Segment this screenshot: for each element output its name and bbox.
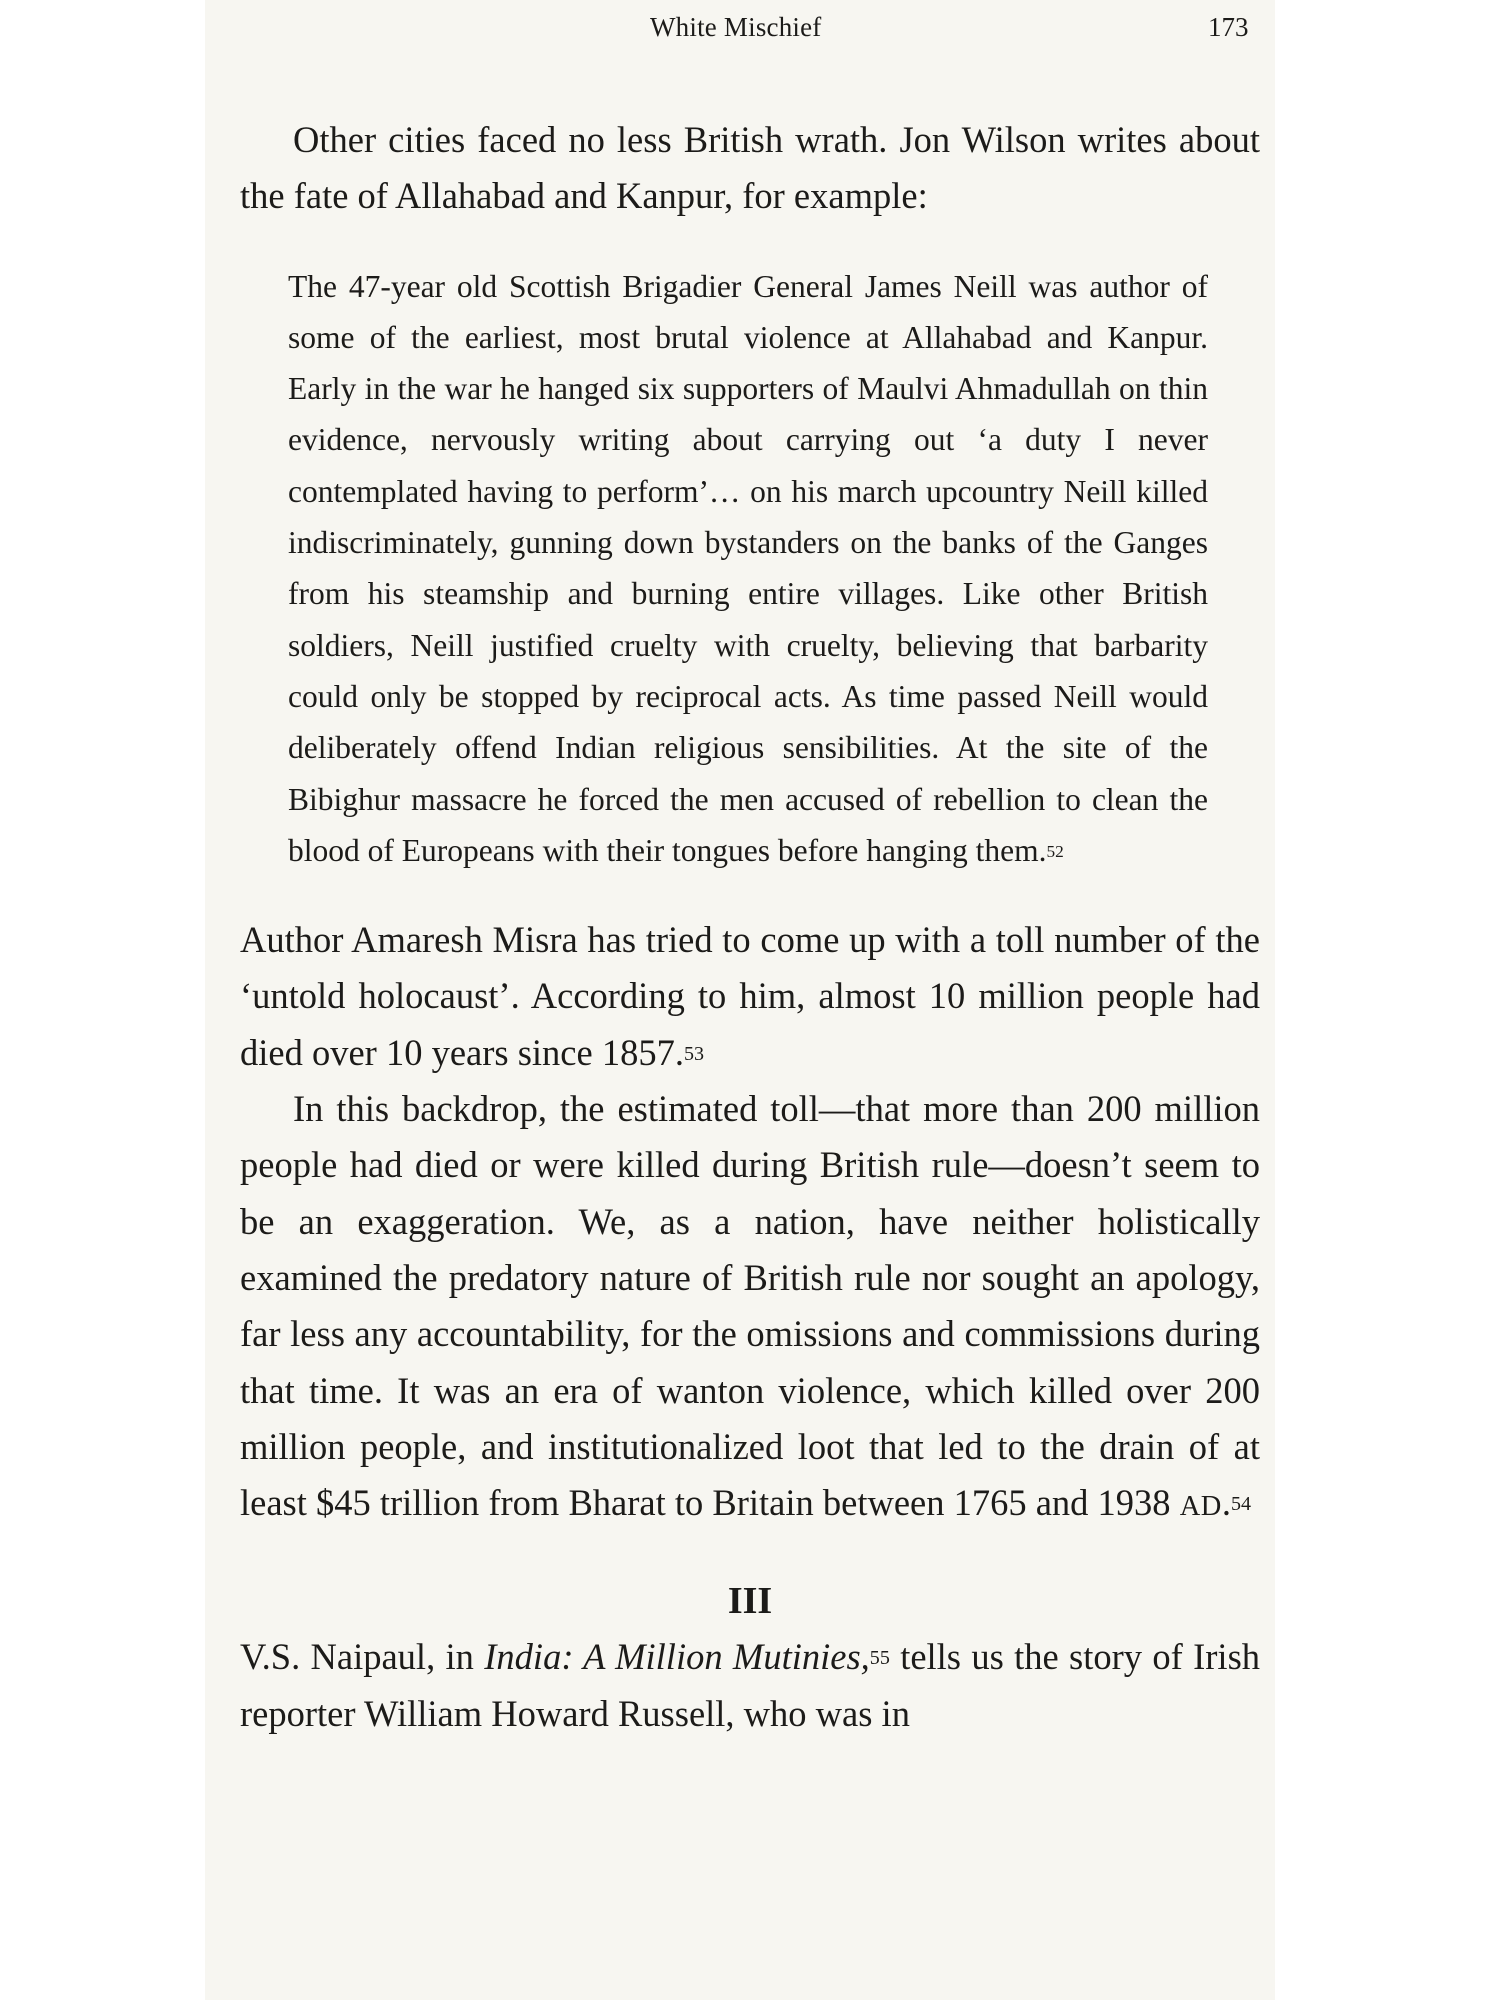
block-quote	[288, 261, 1208, 877]
footnote-ref: 52	[1046, 841, 1064, 861]
paragraph	[240, 1081, 1260, 1535]
book-title: India: A Million Mutinies,	[484, 1636, 870, 1678]
section-spacer	[240, 1535, 1260, 1573]
era-abbreviation: AD	[1179, 1491, 1222, 1523]
footnote-ref: 54	[1230, 1493, 1251, 1516]
paragraph-text: In this backdrop, the estimated toll—that more than 200 million people had died or were killed during British rule—doesn’t seem to be an exaggeration. We, as a nation, have neither holistically examined the predatory nature of British rule nor sought an apology, far less any accountability, for the omissions and commissions during that time. It was an era of wanton violence, which killed over 200 million people, and institutionalized loot that led to the drain of at least $45 trillion from Bharat to Britain between 1765 and 1938	[240, 1088, 1260, 1524]
paragraph-text: Author Amaresh Misra has tried to come up with a toll number of the ‘untold holocaust’. According to him, almost 10 million people had died over 10 years since 1857.	[240, 919, 1260, 1073]
body-text	[240, 112, 1260, 1742]
footnote-ref: 53	[683, 1042, 705, 1065]
paragraph	[240, 112, 1260, 225]
paragraph-text: V.S. Naipaul, in	[240, 1636, 474, 1678]
punctuation: .	[1221, 1482, 1231, 1524]
running-title: White Mischief	[650, 12, 822, 42]
page-number: 173	[1208, 12, 1249, 42]
paragraph-text: Other cities faced no less British wrath. Jon Wilson writes about the fate of Allahabad and Kanpur, for example:	[240, 119, 1260, 217]
section-heading: III	[727, 1580, 773, 1623]
paragraph	[240, 1629, 1260, 1742]
quote-text: The 47-year old Scottish Brigadier General James Neill was author of some of the earliest, most brutal violence at Allahabad and Kanpur. Early in the war he hanged six supporters of Maulvi Ahmadullah on thin evidence, nervously writing about carrying out ‘a duty I never contemplated having to perform’… on his march upcountry Neill killed indiscriminately, gunning down bystanders on the banks of the Ganges from his steamship and burning entire villages. Like other British soldiers, Neill justified cruelty with cruelty, believing that barbarity could only be stopped by reciprocal acts. As time passed Neill would deliberately offend Indian religious sensibilities. At the site of the Bibighur massacre he forced the men accused of rebellion to clean the blood of Europeans with their tongues before hanging them.	[288, 268, 1208, 868]
paragraph	[240, 912, 1260, 1081]
paragraph-text: tells us the story of Irish reporter William Howard Russell, who was in	[240, 1636, 1261, 1734]
footnote-ref: 55	[869, 1647, 890, 1670]
